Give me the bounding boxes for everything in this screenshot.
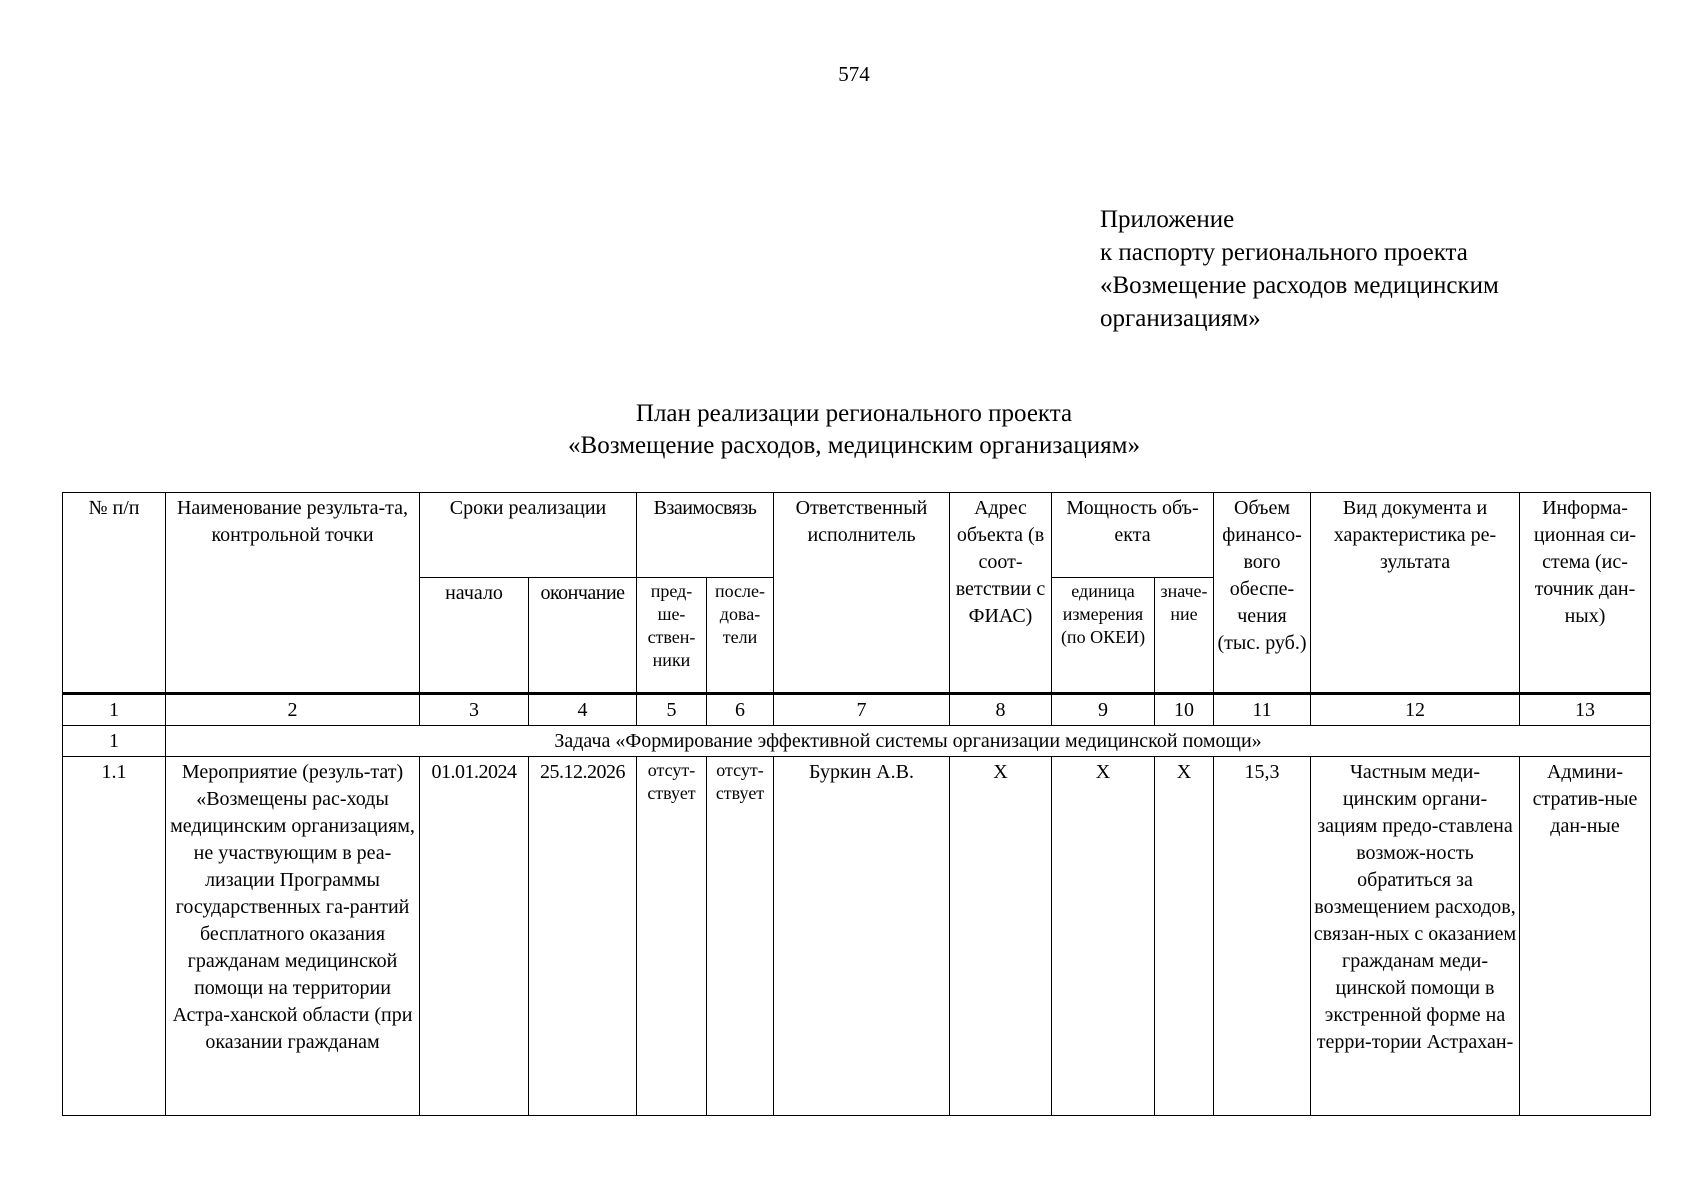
row-start: 01.01.2024 <box>420 757 529 1116</box>
appendix-line: «Возмещение расходов медицинским <box>1100 272 1499 299</box>
header-finance: Объем финансо-вого обеспе-чения (тыс. руб.) <box>1214 493 1311 694</box>
column-number: 8 <box>950 694 1052 726</box>
row-responsible: Буркин А.В. <box>774 757 950 1116</box>
column-number: 11 <box>1214 694 1311 726</box>
page-number: 574 <box>838 62 870 86</box>
column-number: 6 <box>707 694 774 726</box>
column-number: 10 <box>1155 694 1214 726</box>
row-end: 25.12.2026 <box>529 757 637 1116</box>
header-capacity: Мощность объ-екта <box>1052 493 1214 578</box>
row-value: Х <box>1155 757 1214 1116</box>
appendix-line: к паспорту регионального проекта <box>1100 239 1468 266</box>
column-number: 2 <box>166 694 420 726</box>
header-address: Адрес объекта (в соот-ветствии с ФИАС) <box>950 493 1052 694</box>
header-terms: Сроки реализации <box>420 493 637 578</box>
plan-title <box>0 398 1708 462</box>
task-num: 1 <box>63 726 166 757</box>
header-end: окончание <box>529 578 637 694</box>
header-name: Наименование результа-та, контрольной точки <box>166 493 420 694</box>
column-numbers-row <box>63 694 1651 726</box>
header-row-1 <box>63 493 1651 578</box>
row-info-system: Админи-стратив-ные дан-ные <box>1520 757 1651 1116</box>
header-relation: Взаимосвязь <box>637 493 774 578</box>
column-number: 13 <box>1520 694 1651 726</box>
header-responsible: Ответственный исполнитель <box>774 493 950 694</box>
plan-title-line-2: «Возмещение расходов, медицинским организациям» <box>568 432 1140 459</box>
header-doc-type: Вид документа и характеристика ре-зультата <box>1311 493 1520 694</box>
appendix-note <box>1100 203 1499 335</box>
appendix-line: организациям» <box>1100 305 1261 332</box>
column-number: 7 <box>774 694 950 726</box>
table-row <box>63 757 1651 1116</box>
plan-table <box>62 492 1651 1116</box>
row-finance: 15,3 <box>1214 757 1311 1116</box>
column-number: 9 <box>1052 694 1155 726</box>
column-number: 4 <box>529 694 637 726</box>
row-doc-type: Частным меди-цинским органи-зациям предо-ставлена возмож-ность обратиться за возмещением расходов, связан-ных с оказанием гражданам меди-цинской помощи в экстренной форме на терри-тории Астрахан- <box>1311 757 1520 1116</box>
appendix-line: Приложение <box>1100 206 1235 233</box>
row-unit: Х <box>1052 757 1155 1116</box>
header-predecessors: пред-ше-ствен-ники <box>637 578 707 694</box>
row-predecessors: отсут-ствует <box>637 757 707 1116</box>
header-info-system: Информа-ционная си-стема (ис-точник дан-ных) <box>1520 493 1651 694</box>
row-successors: отсут-ствует <box>707 757 774 1116</box>
column-number: 1 <box>63 694 166 726</box>
row-address: Х <box>950 757 1052 1116</box>
column-number: 5 <box>637 694 707 726</box>
row-name: Мероприятие (резуль-тат) «Возмещены рас-ходы медицинским организациям, не участвующим в реа-лизации Программы государственных га-рантий бесплатного оказания гражданам медицинской помощи на территории Астра-ханской области (при оказании гражданам <box>166 757 420 1116</box>
column-number: 3 <box>420 694 529 726</box>
row-num: 1.1 <box>63 757 166 1116</box>
header-successors: после-дова-тели <box>707 578 774 694</box>
plan-title-line-1: План реализации регионального проекта <box>635 400 1073 427</box>
header-unit: единица измерения (по ОКЕИ) <box>1052 578 1155 694</box>
column-number: 12 <box>1311 694 1520 726</box>
header-num: № п/п <box>63 493 166 694</box>
header-start: начало <box>420 578 529 694</box>
task-text: Задача «Формирование эффективной системы организации медицинской помощи» <box>166 726 1651 757</box>
task-row <box>63 726 1651 757</box>
header-value: значе-ние <box>1155 578 1214 694</box>
